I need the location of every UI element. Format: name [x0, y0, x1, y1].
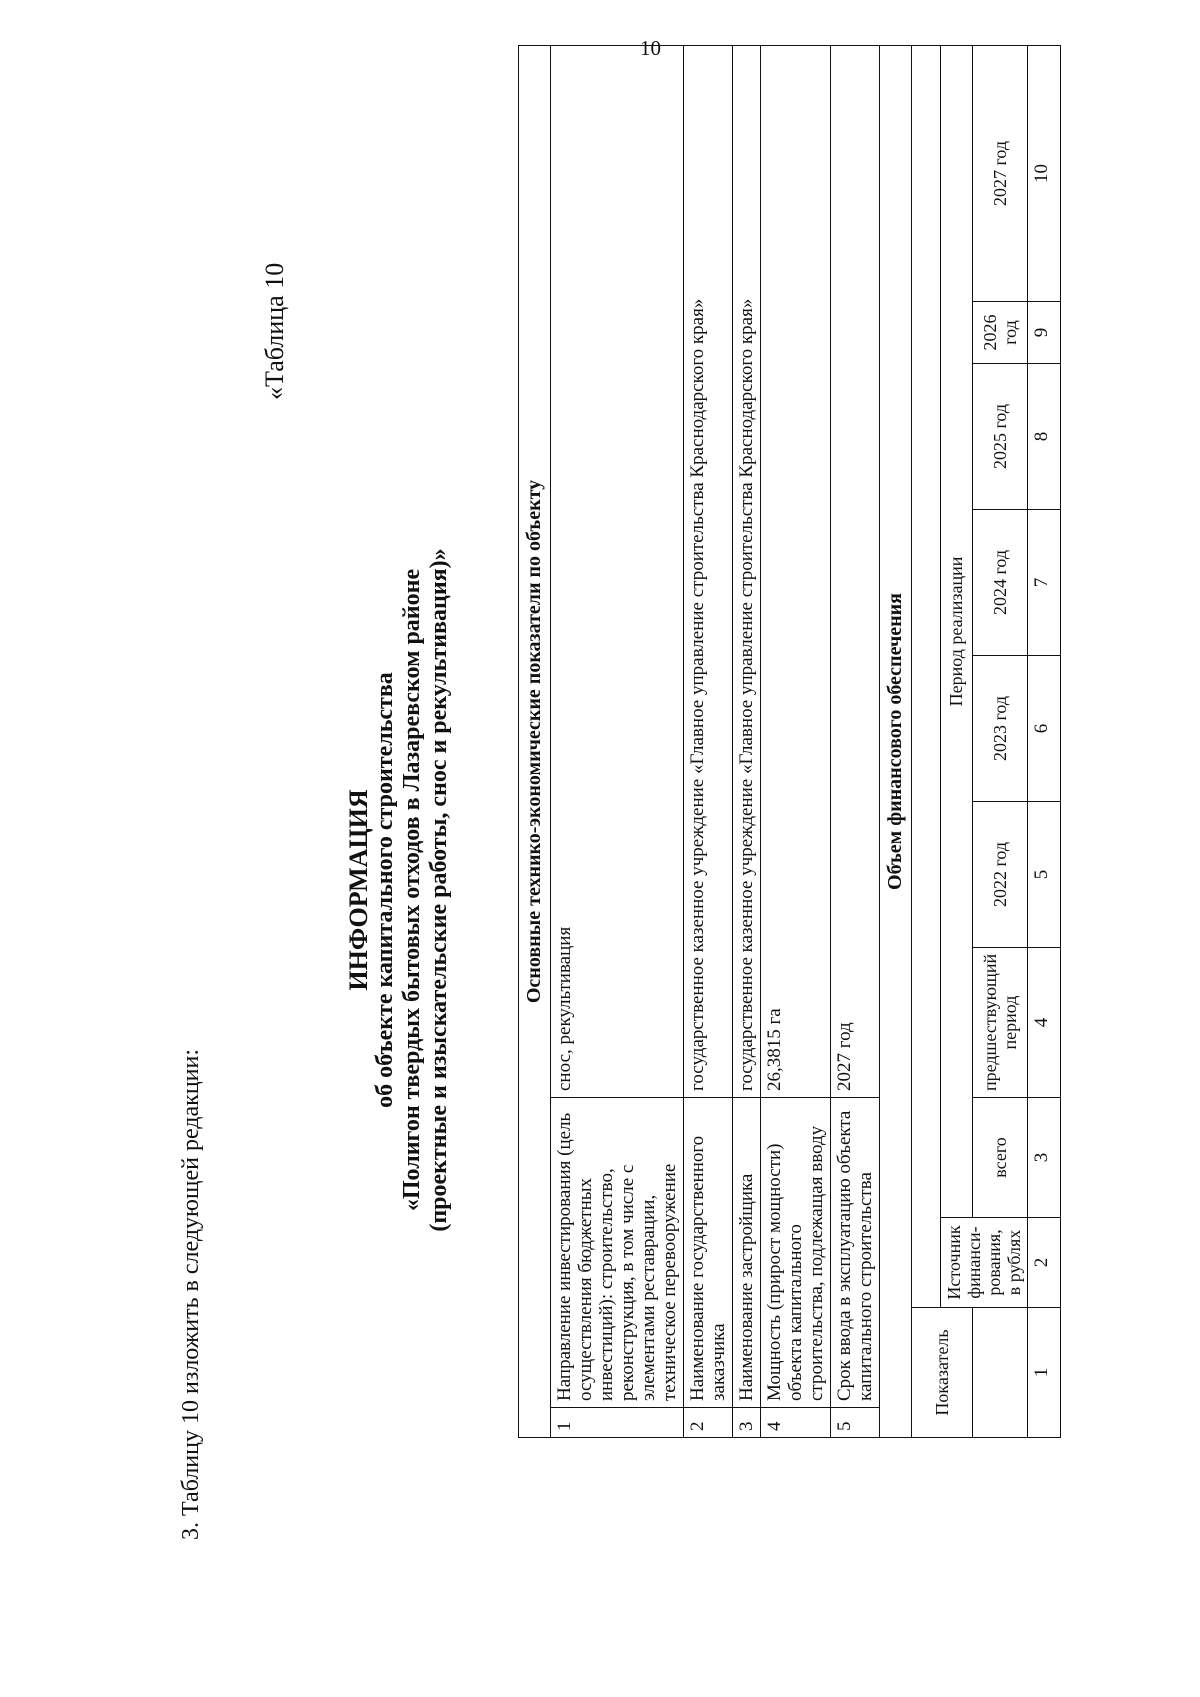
row-value: снос, рекультивация [551, 45, 684, 1097]
row-number: 4 [761, 1408, 831, 1438]
col-index: 10 [1028, 45, 1061, 301]
col-index: 3 [1028, 1098, 1061, 1218]
table-row [684, 45, 733, 1437]
info-table [518, 46, 1061, 1438]
header-2022: 2022 год [972, 802, 1027, 948]
title-line-3: «Полигон твердых бытовых отходов в Лазаревском районе [399, 568, 425, 1212]
col-index: 9 [1028, 302, 1061, 364]
col-index: 6 [1028, 656, 1061, 802]
header-blank [912, 45, 941, 1307]
column-index-row [1028, 45, 1061, 1437]
col-index: 8 [1028, 364, 1061, 510]
page-number: 10 [640, 36, 661, 60]
header-2025: 2025 год [972, 364, 1027, 510]
section-title-financing: Объем финансового обеспечения [880, 45, 912, 1437]
col-index: 7 [1028, 510, 1061, 656]
header-2024: 2024 год [972, 510, 1027, 656]
header-2026: 2026 год [972, 302, 1027, 364]
table-row [831, 45, 880, 1437]
row-number: 1 [551, 1408, 684, 1438]
header-2027: 2027 год [972, 45, 1027, 301]
table-row [551, 45, 684, 1437]
col-index: 4 [1028, 948, 1061, 1098]
header-total: всего [972, 1098, 1027, 1218]
row-value: 26,3815 га [761, 45, 831, 1097]
row-value: государственное казенное учреждение «Главное управление строительства Краснодарского края» [684, 45, 733, 1097]
row-number: 2 [684, 1408, 733, 1438]
title-line-1: ИНФОРМАЦИЯ [344, 789, 373, 991]
header-source: Источник финанси-рования, в рублях [941, 1218, 1028, 1308]
row-label: Направление инвестирования (цель осуществления бюджетных инвестиций): строительство, реконструкция, в том числе с элементами реставрации, техническое перевооружение [551, 1098, 684, 1408]
row-number: 5 [831, 1408, 880, 1438]
intro-text: 3. Таблицу 10 изложить в следующей редакции: [178, 1048, 204, 1540]
row-value: государственное казенное учреждение «Главное управление строительства Краснодарского края» [733, 45, 761, 1097]
document-title [345, 520, 453, 1260]
row-number: 3 [733, 1408, 761, 1438]
table-row [733, 45, 761, 1437]
col-index: 1 [1028, 1308, 1061, 1438]
title-line-4: (проектные и изыскательские работы, снос и рекультивация)» [426, 548, 452, 1232]
header-2023: 2023 год [972, 656, 1027, 802]
col-index: 5 [1028, 802, 1061, 948]
col-index: 2 [1028, 1218, 1061, 1308]
row-label: Срок ввода в эксплуатацию объекта капитального строительства [831, 1098, 880, 1408]
header-indicator: Показатель [912, 1308, 973, 1438]
row-label: Наименование государственного заказчика [684, 1098, 733, 1408]
header-indicator-cont [972, 1308, 1027, 1438]
header-prior: предшествующий период [972, 948, 1027, 1098]
header-period: Период реализации [941, 45, 973, 1217]
section-title-indicators: Основные технико-экономические показатели по объекту [519, 45, 551, 1437]
table-caption: «Таблица 10 [260, 262, 289, 400]
row-label: Мощность (прирост мощности) объекта капитального строительства, подлежащая вводу [761, 1098, 831, 1408]
table-row [761, 45, 831, 1437]
title-line-2: об объекте капитального строительства [372, 672, 398, 1108]
row-label: Наименование застройщика [733, 1098, 761, 1408]
row-value: 2027 год [831, 45, 880, 1097]
rotated-page-content [160, 45, 1100, 1590]
